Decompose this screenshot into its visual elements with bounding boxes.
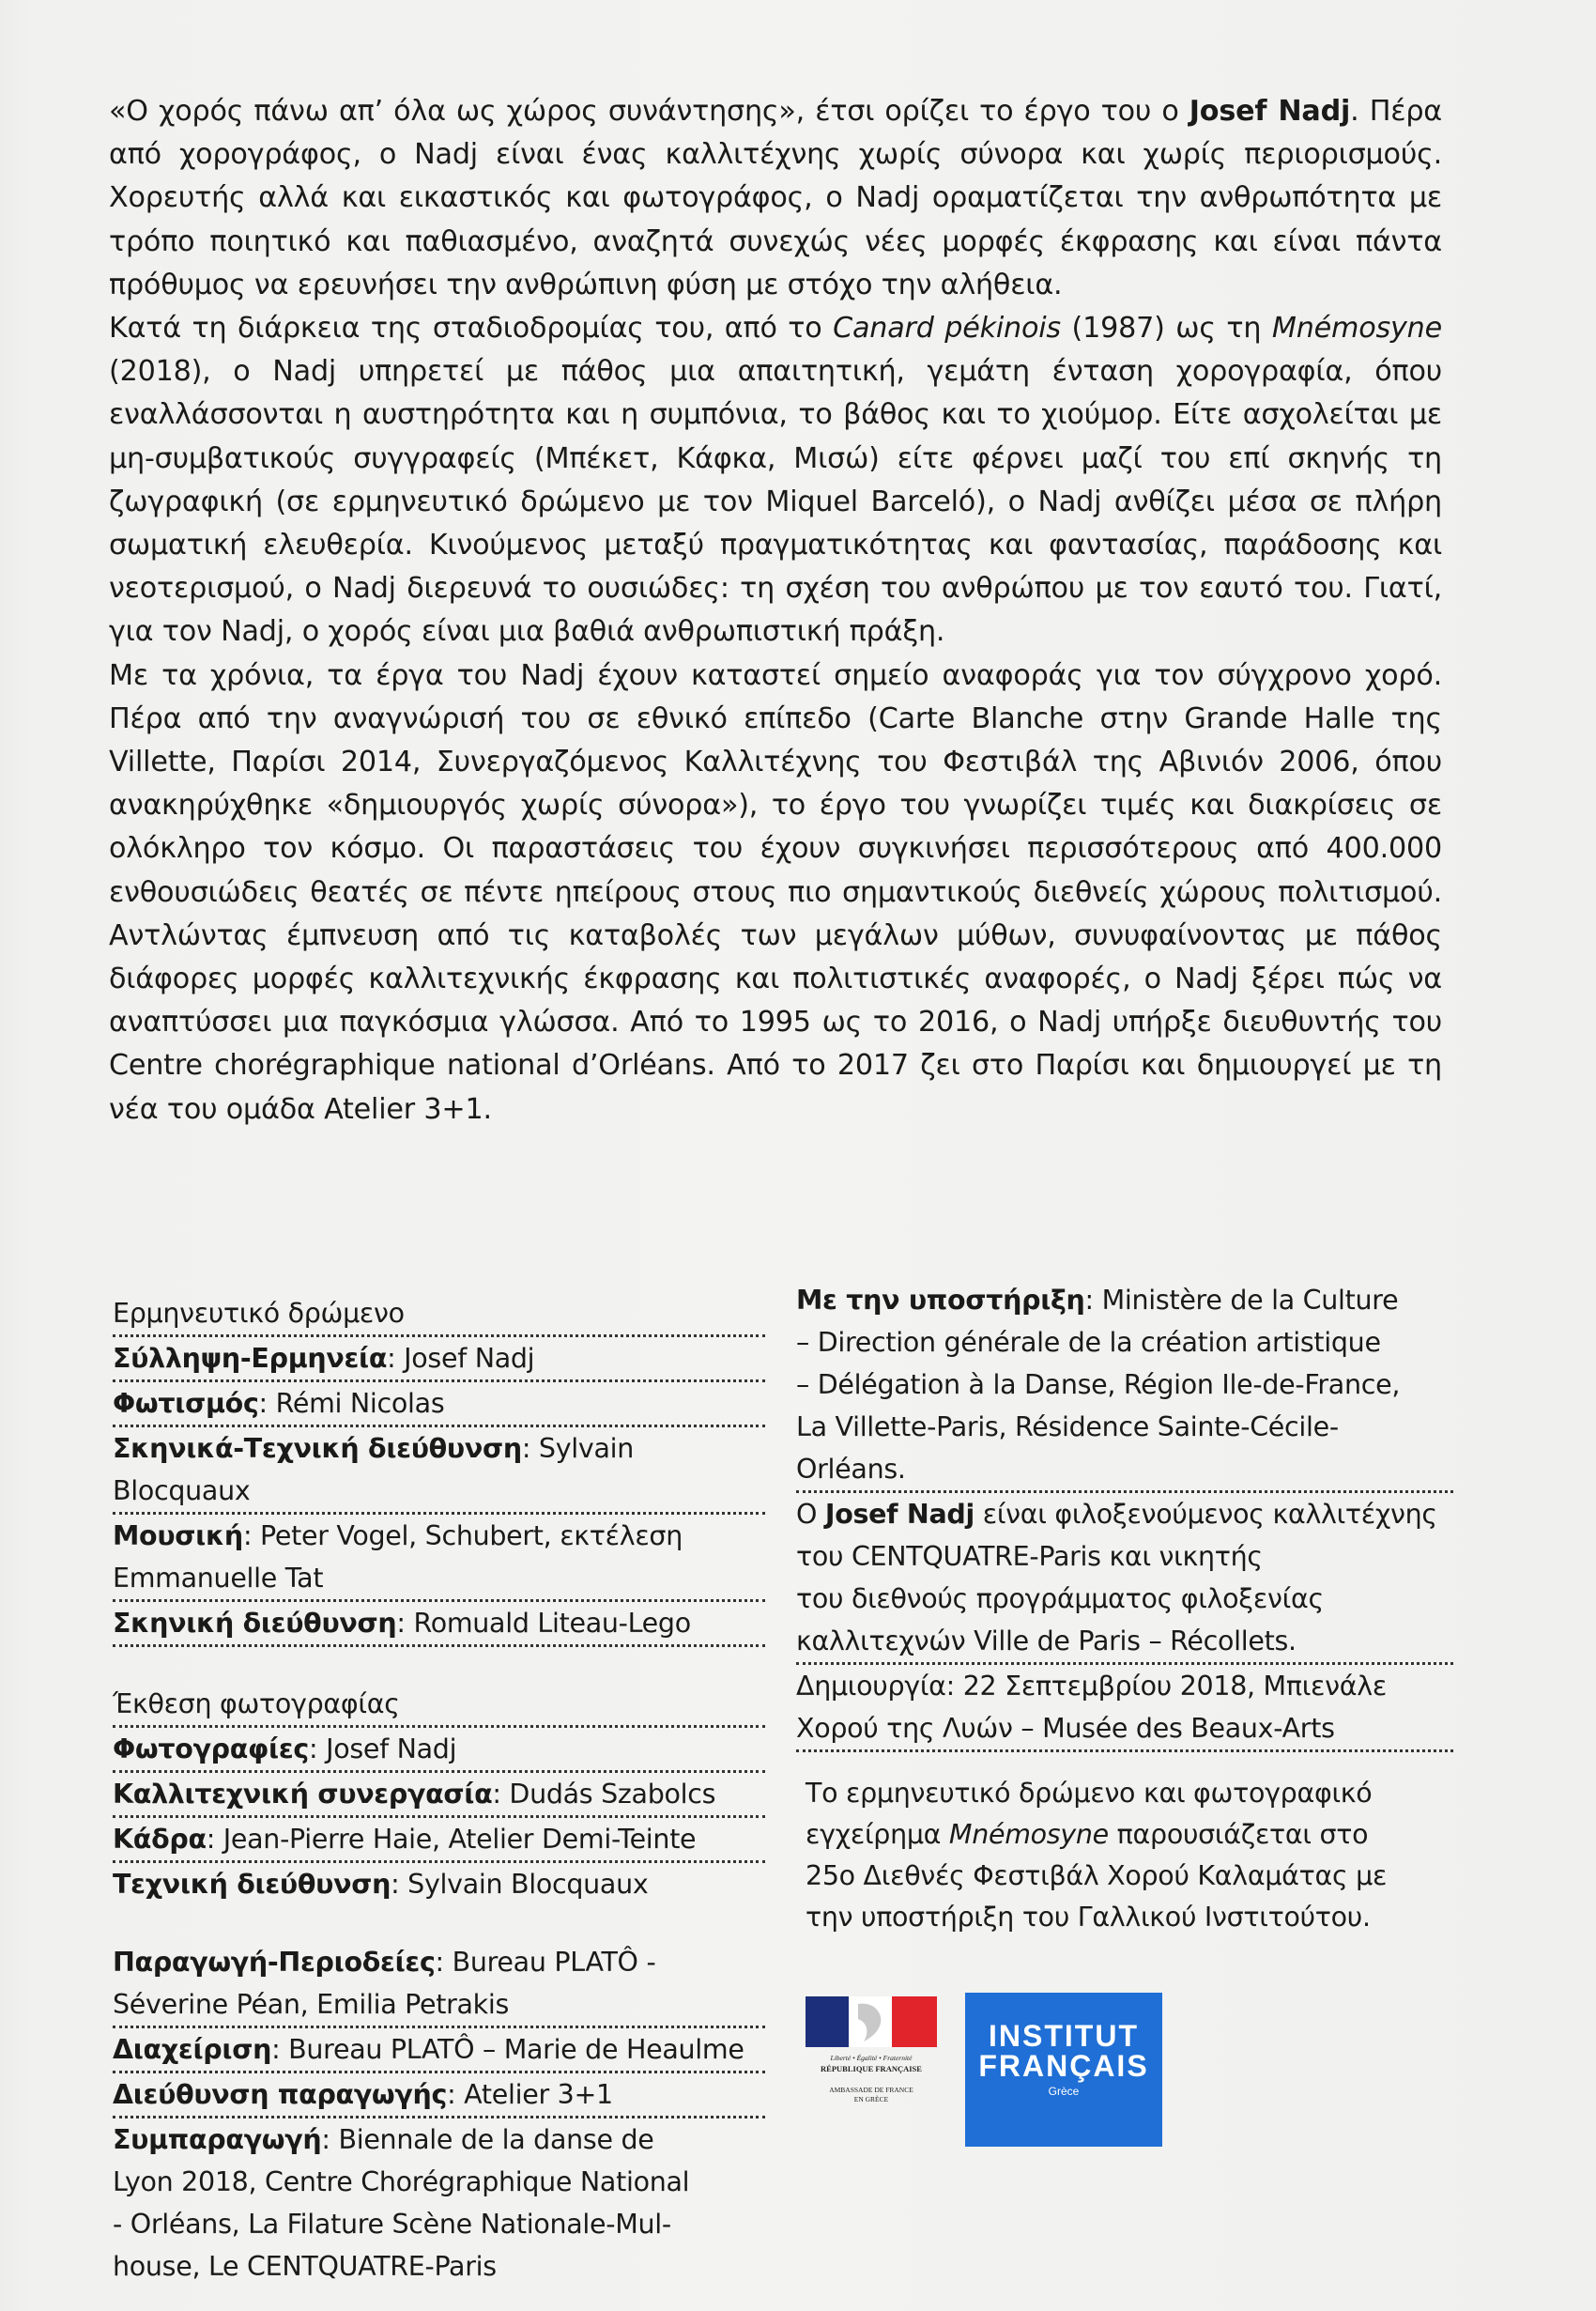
work-title: Mnémosyne: [948, 1819, 1109, 1850]
credits-left-column: [113, 1292, 765, 2288]
credit-stage-manager: Σκηνική διεύθυνση: Romuald Liteau-Lego: [113, 1602, 765, 1647]
credit-lighting: Φωτισμός: Rémi Nicolas: [113, 1382, 765, 1427]
bio-paragraph-2: Κατά τη διάρκεια της σταδιοδρομίας του, από το Canard pékinois (1987) ως τη Mnémosyne (2018), ο Nadj υπηρετεί με πάθος μια απαιτητική, γεμάτη ένταση χορογραφία, όπου εναλλάσσονται η αυστηρότητα και η συμπόνια, το βάθος και το χιούμορ. Είτε ασχολείται με μη-συμβατικούς συγγραφείς (Μπέκετ, Κάφκα, Μισώ) είτε φέρνει μαζί του επί σκηνής τη ζωγραφική (σε ερμηνευτικό δρώμενο με τον Miquel Barceló), ο Nadj ανθίζει μέσα σε πλήρη σωματική ελευθερία. Κινούμενος μεταξύ πραγματικότητας και φαντασίας, παράδοσης και νεοτερισμού, ο Nadj διερευνά το ουσιώδες: τη σχέση του ανθρώπου με τον εαυτό του. Γιατί, για τον Nadj, ο χορός είναι μια βαθιά ανθρωπιστική πράξη.: [109, 312, 1442, 649]
credit-touring: Παραγωγή-Περιοδείες: Bureau PLATÔ - Séverine Péan, Emilia Petrakis: [113, 1941, 765, 2028]
french-embassy-logo: [804, 1995, 939, 2117]
host-artist-credit: Ο Josef Nadj είναι φιλοξενούμενος καλλιτέχνης του CENTQUATRE-Paris και νικητής του διεθνούς προγράμματος φιλοξενίας καλλιτεχνών Ville de Paris – Récollets.: [796, 1493, 1453, 1665]
svg-text:RÉPUBLIQUE FRANÇAISE: RÉPUBLIQUE FRANÇAISE: [821, 2064, 922, 2073]
credit-stage: Σκηνικά-Τεχνική διεύθυνση: Sylvain Blocquaux: [113, 1427, 765, 1515]
performance-heading: Ερμηνευτικό δρώμενο: [113, 1292, 765, 1337]
credit-coproduction: Συμπαραγωγή: Biennale de la danse de Lyon 2018, Centre Chorégraphique National - Orléans, La Filature Scène Nationale-Mul- house, Le CENTQUATRE-Paris: [113, 2124, 690, 2282]
svg-text:AMBASSADE DE FRANCE: AMBASSADE DE FRANCE: [829, 2086, 913, 2094]
bio-paragraph-3: Με τα χρόνια, τα έργα του Nadj έχουν καταστεί σημείο αναφοράς για τον σύγχρονο χορό. Πέρα από την αναγνώρισή του σε εθνικό επίπεδο (Carte Blanche στην Grande Halle της Villette, Παρίσι 2014, Συνεργαζόμενος Καλλιτέχνης του Φεστιβάλ της Αβινιόν 2006, όπου ανακηρύχθηκε «δημιουργός χωρίς σύνορα»), το έργο του γνωρίζει τιμές και διακρίσεις σε ολόκληρο τον κόσμο. Οι παραστάσεις του έχουν συγκινήσει περισσότερους από 400.000 ενθουσιώδεις θεατές σε πέντε ηπείρους στους πιο σημαντικούς διεθνείς χώρους πολιτισμού. Αντλώντας έμπνευση από τις καταβολές των μεγάλων μύθων, συνυφαίνοντας με πάθος διάφορες μορφές καλλιτεχνικής έκφρασης και πολιτιστικές αναφορές, ο Nadj ξέρει πώς να αναπτύσσει μια παγκόσμια γλώσσα. Από το 1995 ως το 2016, ο Nadj υπήρξε διευθυντής του Centre chorégraphique national d’Orléans. Από το 2017 ζει στο Παρίσι και δημιουργεί με τη νέα του ομάδα Atelier 3+1.: [109, 658, 1442, 1126]
exhibition-heading: Έκθεση φωτογραφίας: [113, 1683, 765, 1728]
credit-administration: Διαχείριση: Bureau PLATÔ – Marie de Heaulme: [113, 2028, 765, 2073]
festival-note: Το ερμηνευτικό δρώμενο και φωτογραφικό εγχείρημα Mnémosyne παρουσιάζεται στο 25ο Διεθνές Φεστιβάλ Χορού Καλαμάτας με την υποστήριξη του Γαλλικού Ινστιτούτου.: [806, 1778, 1388, 1933]
creation-credit: Δημιουργία: 22 Σεπτεμβρίου 2018, Μπιενάλε Χορού της Λυών – Musée des Beaux-Arts: [796, 1665, 1453, 1752]
credit-music: Μουσική: Peter Vogel, Schubert, εκτέλεση Emmanuelle Tat: [113, 1515, 765, 1602]
artist-biography: [109, 90, 1442, 1132]
svg-text:Liberté • Égalité • Fraternité: Liberté • Égalité • Fraternité: [830, 2054, 913, 2062]
support-credit: Με την υποστήριξη: Ministère de la Culture – Direction générale de la création artistique – Délégation à la Danse, Région Ile-de-France, La Villette-Paris, Résidence Sainte-Cécile- Orléans.: [796, 1279, 1453, 1493]
credit-technical: Τεχνική διεύθυνση: Sylvain Blocquaux: [113, 1869, 649, 1900]
credit-frames: Κάδρα: Jean-Pierre Haie, Atelier Demi-Teinte: [113, 1818, 765, 1863]
institut-francais-logo: INSTITUT FRANÇAIS Grèce: [965, 1993, 1162, 2147]
credit-concept: Σύλληψη-Ερμηνεία: Josef Nadj: [113, 1337, 765, 1382]
work-title: Canard pékinois: [833, 312, 1061, 346]
artist-name: Josef Nadj: [1189, 95, 1351, 128]
work-title: Mnémosyne: [1271, 312, 1442, 346]
credit-production: Διεύθυνση παραγωγής: Atelier 3+1: [113, 2073, 765, 2118]
bio-paragraph-1: «Ο χορός πάνω απ’ όλα ως χώρος συνάντησης», έτσι ορίζει το έργο του ο Josef Nadj. Πέρα από χορογράφος, ο Nadj είναι ένας καλλιτέχνης χωρίς σύνορα και χωρίς περιορισμούς. Χορευτής αλλά και εικαστικός και φωτογράφος, ο Nadj οραματίζεται την ανθρωπότητα με τρόπο ποιητικό και παθιασμένο, αναζητά συνεχώς νέες μορφές έκφρασης και είναι πάντα πρόθυμος να ερευνήσει την ανθρώπινη φύση με στόχο την αλήθεια.: [109, 95, 1442, 301]
credit-collaboration: Καλλιτεχνική συνεργασία: Dudás Szabolcs: [113, 1773, 765, 1818]
credit-photos: Φωτογραφίες: Josef Nadj: [113, 1728, 765, 1773]
svg-text:EN GRÈCE: EN GRÈCE: [853, 2095, 889, 2103]
credits-right-column: [796, 1279, 1453, 1752]
